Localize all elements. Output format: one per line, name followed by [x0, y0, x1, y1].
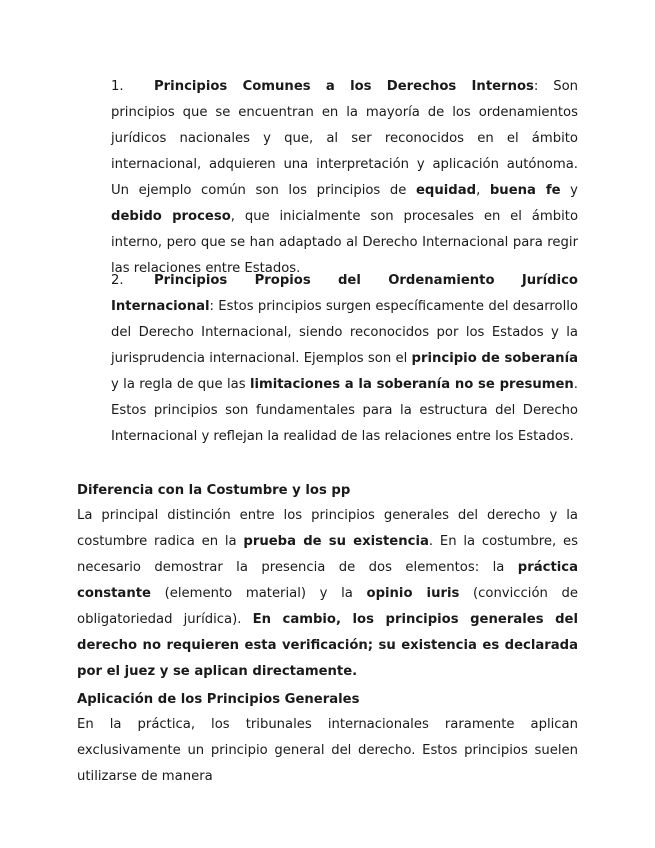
paragraph-aplicacion: En la práctica, los tribunales internacionales raramente aplican exclusivamente un principio general del derecho. Estos principios suelen utilizarse de manera — [77, 717, 578, 784]
list-item-2: 2. Principios Propios del Ordenamiento Jurídico Internacional: Estos principios surgen específicamente del desarrollo del Derecho Internacional, siendo reconocidos por los Estados y la jurisprudencia internacional. Ejemplos son el principio de soberanía y la regla de que las limitaciones a la soberanía no se presumen. Estos principios son fundamentales para la estructura del Derecho Internacional y reflejan la realidad de las relaciones entre los Estados. — [111, 268, 578, 450]
section-heading-aplicacion: Aplicación de los Principios Generales — [77, 692, 360, 707]
list-number: 1. — [111, 79, 124, 94]
list-item-1: 1. Principios Comunes a los Derechos Internos: Son principios que se encuentran en la mayoría de los ordenamientos jurídicos nacionales y que, al ser reconocidos en el ámbito internacional, adquieren una interpretación y aplicación autónoma. Un ejemplo común son los principios de equidad, buena fe y debido proceso, que inicialmente son procesales en el ámbito interno, pero que se han adaptado al Derecho Internacional para regir las relaciones entre Estados. — [111, 74, 578, 282]
list-item-title: Principios Propios del Ordenamiento Jurídico Internacional — [111, 273, 578, 314]
paragraph-costumbre: La principal distinción entre los principios generales del derecho y la costumbre radica en la prueba de su existencia. En la costumbre, es necesario demostrar la presencia de dos elementos: la práctica constante (elemento material) y la opinio iuris (convicción de obligatoriedad jurídica). En cambio, los principios generales del derecho no requieren esta verificación; su existencia es declarada por el juez y se aplican directamente. — [77, 508, 579, 679]
list-number: 2. — [111, 273, 124, 288]
section-heading-costumbre: Diferencia con la Costumbre y los pp — [77, 483, 351, 498]
list-item-title: Principios Comunes a los Derechos Internos — [154, 79, 534, 94]
